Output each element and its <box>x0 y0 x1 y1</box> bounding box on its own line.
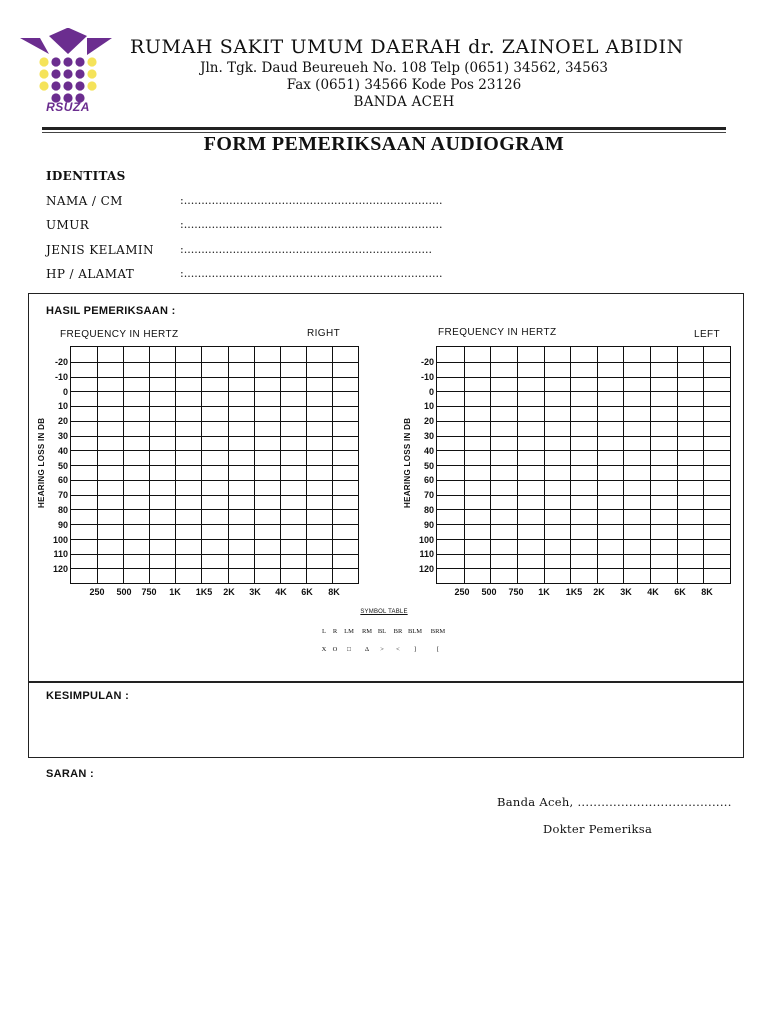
y-tick-label: 50 <box>57 460 68 471</box>
symbol-table-symbol: X <box>321 646 327 653</box>
symbol-table-symbol: > <box>380 646 384 653</box>
y-tick-label: 0 <box>62 386 68 397</box>
advice-label: SARAN : <box>46 768 94 780</box>
x-tick-label: 3K <box>620 587 632 597</box>
y-tick-label: 30 <box>57 431 68 441</box>
symbol-table-header: R <box>332 628 338 635</box>
field-label: JENIS KELAMIN <box>46 243 154 257</box>
y-tick-label: 10 <box>423 401 434 412</box>
identity-row-name <box>46 194 443 210</box>
symbol-table-symbol: □ <box>347 646 351 653</box>
x-tick-label: 1K <box>538 587 550 597</box>
left-frequency-label: FREQUENCY IN HERTZ <box>438 327 557 338</box>
right-grid-lines <box>71 347 358 583</box>
y-tick-label: 20 <box>423 416 434 427</box>
address-field[interactable]: :.......................................................................... <box>180 267 443 280</box>
y-tick-label: 90 <box>423 519 434 530</box>
y-tick-label: 60 <box>57 475 68 486</box>
x-tick-label: 2K <box>223 587 235 597</box>
left-y-axis-label: HEARING LOSS IN DB <box>403 417 412 508</box>
age-field[interactable]: :.......................................................................... <box>180 218 443 231</box>
address-line-1: Jln. Tgk. Daud Beureueh No. 108 Telp (0651) 34562, 34563 <box>200 60 608 76</box>
identity-section-label: IDENTITAS <box>46 169 126 183</box>
y-tick-label: 110 <box>419 549 434 560</box>
symbol-table-symbol: < <box>396 646 400 653</box>
gender-field[interactable]: :....................................................................... <box>180 243 432 256</box>
field-label: UMUR <box>46 218 90 232</box>
right-audiogram-grid[interactable] <box>70 346 359 584</box>
x-tick-label: 6K <box>674 587 686 597</box>
header-divider-thick <box>42 127 726 130</box>
identity-row-age <box>46 218 443 234</box>
name-field[interactable]: :.......................................................................... <box>180 194 443 207</box>
y-tick-label: 90 <box>57 519 68 530</box>
x-tick-label: 1K5 <box>565 587 583 597</box>
signature-place-date[interactable]: Banda Aceh, ....................................... <box>497 795 732 809</box>
symbol-table-header: BLM <box>407 628 423 635</box>
symbol-table-header: BL <box>377 628 387 635</box>
y-tick-label: 10 <box>57 401 68 412</box>
y-tick-label: 50 <box>423 460 434 471</box>
y-tick-label: 40 <box>57 445 68 456</box>
y-tick-label: 60 <box>423 475 434 486</box>
symbol-table-header: BRM <box>430 628 446 635</box>
symbol-table-header: LM <box>344 628 354 635</box>
field-label: HP / ALAMAT <box>46 267 135 281</box>
hospital-name: RUMAH SAKIT UMUM DAERAH dr. ZAINOEL ABIDIN <box>130 36 684 58</box>
conclusion-label: KESIMPULAN : <box>46 690 130 702</box>
right-frequency-label: FREQUENCY IN HERTZ <box>60 329 179 340</box>
right-y-axis-label: HEARING LOSS IN DB <box>37 417 46 508</box>
y-tick-label: -20 <box>54 357 68 367</box>
x-tick-label: 750 <box>508 587 524 597</box>
rsuza-emblem-icon <box>20 28 116 106</box>
hospital-logo <box>20 28 116 118</box>
field-label: NAMA / CM <box>46 194 123 208</box>
y-tick-label: 80 <box>57 505 68 515</box>
x-tick-label: 8K <box>328 587 340 597</box>
left-ear-label: LEFT <box>694 329 721 340</box>
left-grid-lines <box>437 347 730 583</box>
x-tick-label: 500 <box>481 587 497 597</box>
x-tick-label: 3K <box>249 587 261 597</box>
x-tick-label: 750 <box>141 587 157 597</box>
symbol-table-header: L <box>322 628 326 635</box>
y-tick-label: 20 <box>57 416 68 427</box>
y-tick-label: 0 <box>428 386 434 397</box>
x-tick-label: 4K <box>275 587 287 597</box>
y-tick-label: 120 <box>418 564 434 575</box>
city: BANDA ACEH <box>353 94 455 110</box>
symbol-table-symbol: Δ <box>364 646 370 653</box>
symbol-table-title: SYMBOL TABLE <box>360 609 408 615</box>
x-tick-label: 4K <box>647 587 659 597</box>
x-tick-label: 250 <box>89 587 105 597</box>
form-title: FORM PEMERIKSAAN AUDIOGRAM <box>203 133 565 155</box>
symbol-table-symbol: O <box>332 646 338 653</box>
identity-row-gender <box>46 243 432 259</box>
y-tick-label: 100 <box>418 534 434 545</box>
y-tick-label: -20 <box>420 357 434 367</box>
conclusion-box[interactable] <box>28 682 744 758</box>
left-audiogram-grid[interactable] <box>436 346 731 584</box>
y-tick-label: -10 <box>420 371 434 382</box>
y-tick-label: 40 <box>423 445 434 456</box>
signature-title: Dokter Pemeriksa <box>543 822 653 836</box>
identity-row-address <box>46 267 443 283</box>
y-tick-label: 70 <box>423 490 434 501</box>
results-section-label: HASIL PEMERIKSAAN : <box>46 305 176 317</box>
y-tick-label: 110 <box>53 549 68 560</box>
x-tick-label: 250 <box>454 587 470 597</box>
y-tick-label: -10 <box>54 371 68 382</box>
y-tick-label: 80 <box>423 505 434 515</box>
y-tick-label: 100 <box>52 534 68 545</box>
symbol-table-symbol: ] <box>413 646 417 653</box>
y-tick-label: 70 <box>57 490 68 501</box>
x-tick-label: 1K5 <box>195 587 213 597</box>
right-ear-label: RIGHT <box>307 328 341 339</box>
x-tick-label: 500 <box>116 587 132 597</box>
logo-text: RSUZA <box>46 100 90 114</box>
x-tick-label: 8K <box>701 587 713 597</box>
x-tick-label: 6K <box>301 587 313 597</box>
address-line-2: Fax (0651) 34566 Kode Pos 23126 <box>286 77 522 93</box>
y-tick-label: 120 <box>52 564 68 575</box>
x-tick-label: 2K <box>593 587 605 597</box>
y-tick-label: 30 <box>423 431 434 441</box>
symbol-table-header: RM <box>361 628 373 635</box>
x-tick-label: 1K <box>169 587 181 597</box>
symbol-table-header: BR <box>393 628 403 635</box>
symbol-table-symbol: [ <box>436 646 440 653</box>
